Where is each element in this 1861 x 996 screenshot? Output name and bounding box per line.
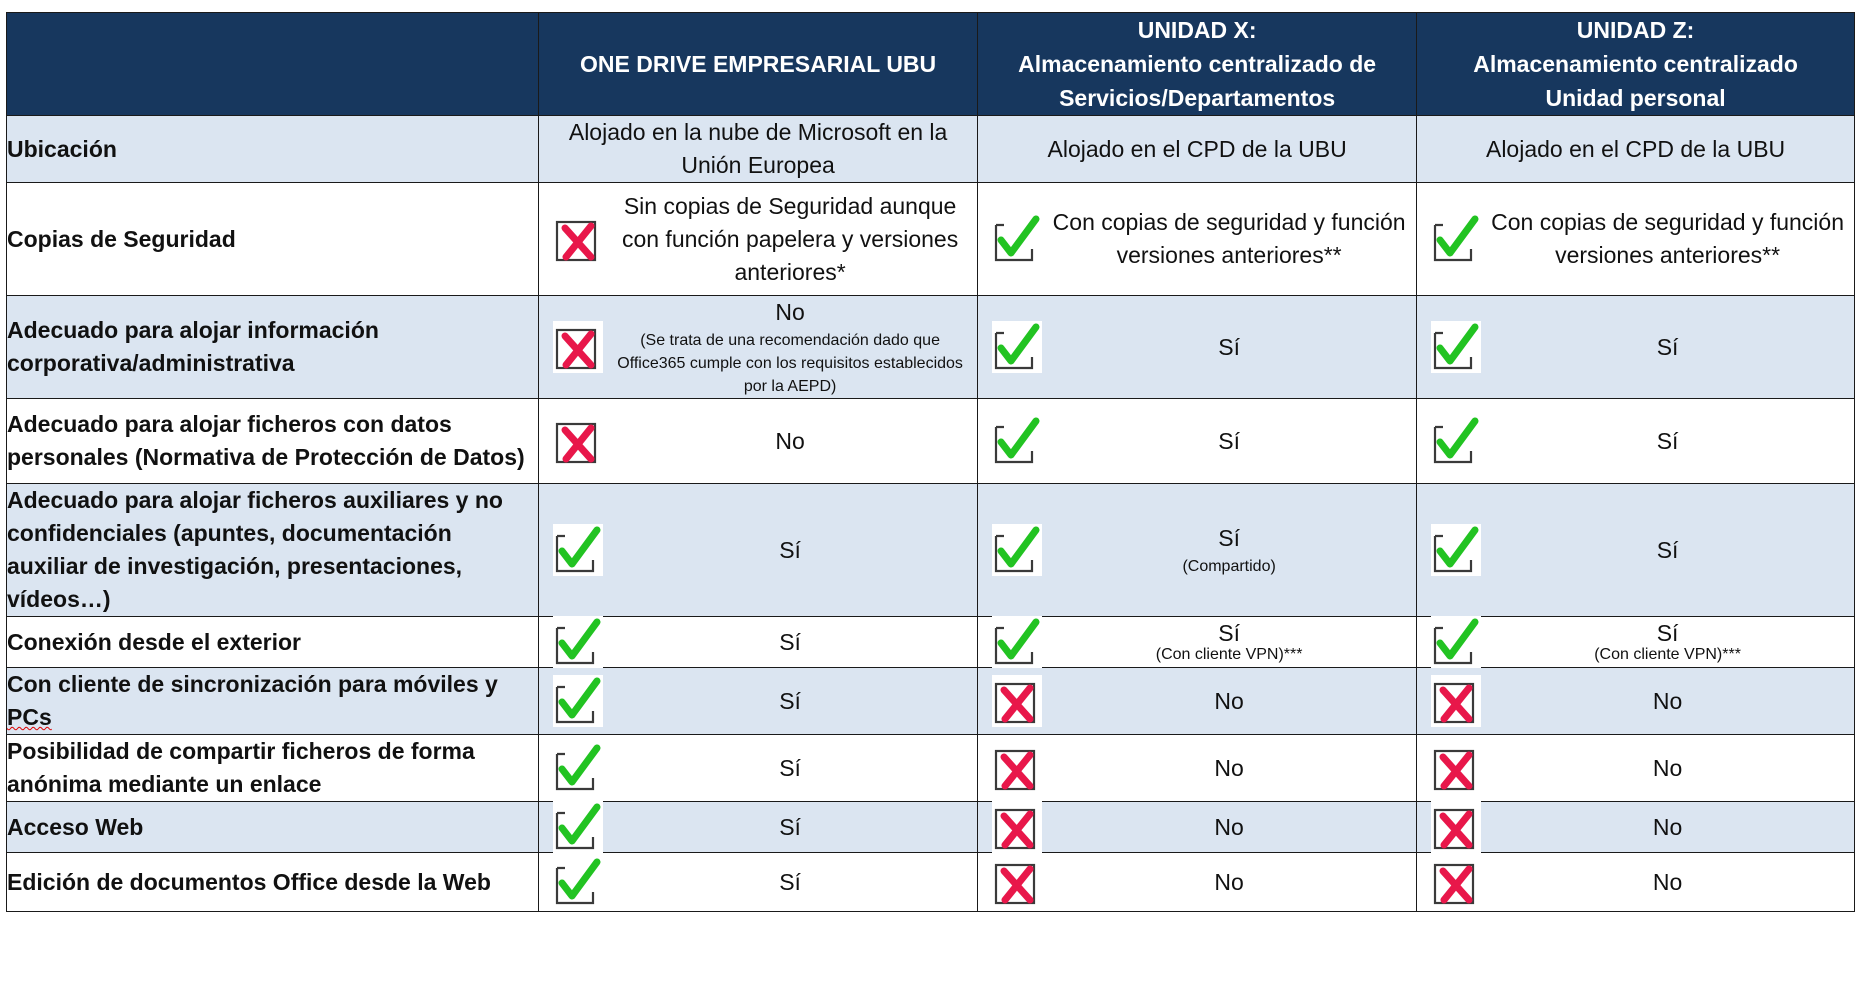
row-label: Ubicación (7, 116, 539, 183)
cross-icon (992, 742, 1042, 794)
cell-unidad-x: No (978, 853, 1417, 912)
check-icon (553, 675, 603, 727)
cell-onedrive: Sí (539, 853, 978, 912)
cell-onedrive: Sí (539, 617, 978, 668)
cell-unidad-x: No (978, 735, 1417, 802)
cell-value: Sí (1218, 525, 1240, 551)
row-sincronizacion (7, 668, 1855, 735)
row-label: Edición de documentos Office desde la Web (7, 853, 539, 912)
cross-icon (992, 856, 1042, 908)
row-copias-seguridad (7, 183, 1855, 296)
row-ficheros-auxiliares (7, 484, 1855, 617)
cell-unidad-x: Alojado en el CPD de la UBU (978, 116, 1417, 183)
cross-icon (553, 213, 603, 265)
check-icon (553, 801, 603, 853)
cell-note: (Compartido) (1182, 558, 1276, 575)
check-icon (992, 321, 1042, 373)
cell-unidad-z: No (1417, 668, 1855, 735)
cell-onedrive: Sí (539, 802, 978, 853)
check-icon (1431, 616, 1481, 668)
cell-unidad-z: No (1417, 735, 1855, 802)
cell-note: (Con cliente VPN)*** (1155, 646, 1303, 663)
row-label: Posibilidad de compartir ficheros de forma anónima mediante un enlace (7, 735, 539, 802)
row-label: Acceso Web (7, 802, 539, 853)
header-row (7, 13, 1855, 116)
cell-unidad-x: Con copias de seguridad y función versiones anteriores** (978, 183, 1417, 296)
cell-unidad-x: Sí (978, 399, 1417, 484)
cross-icon (992, 801, 1042, 853)
cell-unidad-x (978, 617, 1417, 668)
cross-icon (1431, 742, 1481, 794)
row-label: Adecuado para alojar ficheros auxiliares y no confidenciales (apuntes, documentación auxiliar de investigación, presentaciones, vídeos…) (7, 484, 539, 617)
check-icon (1431, 213, 1481, 265)
cell-unidad-z: Alojado en el CPD de la UBU (1417, 116, 1855, 183)
check-icon (1431, 524, 1481, 576)
cell-note: (Se trata de una recomendación dado que Office365 cumple con los requisitos establecidos por la AEPD) (617, 332, 963, 395)
cell-value: Sí (1656, 620, 1679, 646)
row-edicion-office (7, 853, 1855, 912)
cell-unidad-x: Sí (978, 296, 1417, 399)
cross-icon (1431, 856, 1481, 908)
check-icon (553, 856, 603, 908)
cell-onedrive: Sin copias de Seguridad aunque con función papelera y versiones anteriores* (539, 183, 978, 296)
cell-unidad-z: No (1417, 853, 1855, 912)
row-acceso-web (7, 802, 1855, 853)
check-icon (992, 616, 1042, 668)
cross-icon (553, 321, 603, 373)
row-conexion-exterior (7, 617, 1855, 668)
check-icon (553, 742, 603, 794)
row-label: Adecuado para alojar ficheros con datos personales (Normativa de Protección de Datos) (7, 399, 539, 484)
cell-value: No (775, 299, 805, 325)
row-datos-personales (7, 399, 1855, 484)
cell-unidad-z: Sí (1417, 399, 1855, 484)
cell-unidad-x: No (978, 802, 1417, 853)
cell-unidad-z: No (1417, 802, 1855, 853)
cell-unidad-z: Sí (1417, 484, 1855, 617)
row-ubicacion (7, 116, 1855, 183)
cell-unidad-z: Sí (1417, 296, 1855, 399)
comparison-table (6, 12, 1855, 912)
cell-value: Sí (1218, 620, 1240, 646)
row-label: Conexión desde el exterior (7, 617, 539, 668)
header-unidad-x: UNIDAD X: Almacenamiento centralizado de Servicios/Departamentos (978, 13, 1417, 116)
header-corner (7, 13, 539, 116)
check-icon (1431, 415, 1481, 467)
cell-unidad-z: Con copias de seguridad y función versiones anteriores** (1417, 183, 1855, 296)
cell-onedrive: No (539, 399, 978, 484)
row-label: Copias de Seguridad (7, 183, 539, 296)
check-icon (553, 616, 603, 668)
cross-icon (1431, 801, 1481, 853)
header-onedrive: ONE DRIVE EMPRESARIAL UBU (539, 13, 978, 116)
cell-onedrive: Sí (539, 668, 978, 735)
cell-unidad-x: No (978, 668, 1417, 735)
cell-unidad-x (978, 484, 1417, 617)
cell-onedrive: Sí (539, 735, 978, 802)
cross-icon (553, 415, 603, 467)
row-label: Adecuado para alojar información corporativa/administrativa (7, 296, 539, 399)
cross-icon (992, 675, 1042, 727)
check-icon (992, 415, 1042, 467)
check-icon (992, 213, 1042, 265)
cell-note: (Con cliente VPN)*** (1594, 646, 1741, 663)
check-icon (553, 524, 603, 576)
row-label: Con cliente de sincronización para móviles y PCs (7, 668, 539, 735)
cell-onedrive (539, 296, 978, 399)
check-icon (1431, 321, 1481, 373)
cross-icon (1431, 675, 1481, 727)
cell-onedrive: Sí (539, 484, 978, 617)
cell-onedrive: Alojado en la nube de Microsoft en la Unión Europea (539, 116, 978, 183)
row-info-corporativa (7, 296, 1855, 399)
header-unidad-z: UNIDAD Z: Almacenamiento centralizado Unidad personal (1417, 13, 1855, 116)
check-icon (992, 524, 1042, 576)
row-compartir-anonima (7, 735, 1855, 802)
cell-unidad-z (1417, 617, 1855, 668)
